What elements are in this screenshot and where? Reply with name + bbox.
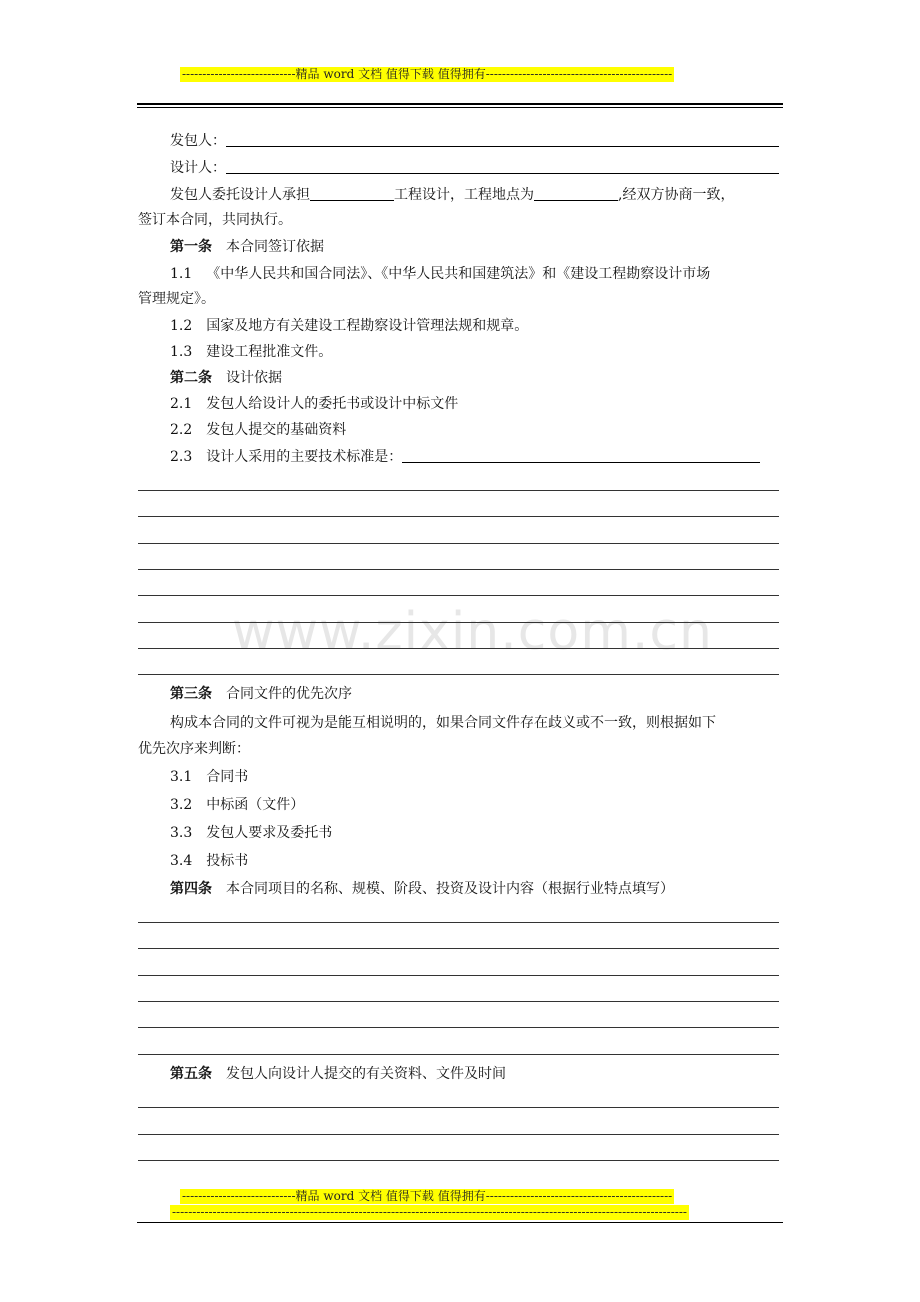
article2-item3 [138,444,816,470]
item-text: 国家及地方有关建设工程勘察设计管理法规和规章。 [206,318,529,334]
item-number: 2.3 [170,449,193,465]
article3-item4 [138,848,816,874]
blank-line[interactable] [138,1027,779,1028]
article2-item2 [138,417,816,443]
article2-number: 第二条 [170,370,212,386]
employer-field [138,128,816,154]
blank-line[interactable] [138,648,779,649]
designer-blank[interactable] [226,159,779,174]
blank-line[interactable] [138,543,779,544]
item-text: 发包人提交的基础资料 [206,422,347,438]
blank-line[interactable] [138,1134,779,1135]
article3-item2 [138,792,816,818]
bottom-banner: ----------------------------精品 word 文档 值得下载 值得拥有---------------------------------------------- [182,1189,673,1203]
item-text: 《中华人民共和国合同法》、《中华人民共和国建筑法》和《建设工程勘察设计市场 [206,266,711,282]
article2-heading [138,365,816,391]
employer-label: 发包人： [170,133,226,149]
item-text: 设计人采用的主要技术标准是： [206,449,403,465]
article2-title: 设计依据 [226,370,282,386]
blank-line[interactable] [138,595,779,596]
blank-line[interactable] [138,948,779,949]
project-blank[interactable] [310,186,394,201]
article1-item1-cont: 管理规定》。 [138,291,215,307]
article3-para1: 构成本合同的文件可视为是能互相说明的，如果合同文件存在歧义或不一致，则根据如下 [170,715,716,731]
item-text: 中标函（文件） [206,797,305,813]
intro-line [138,182,816,208]
item-number: 1.3 [170,344,193,360]
blank-line[interactable] [138,1054,779,1055]
blank-line[interactable] [138,674,779,675]
intro-line-2: 签订本合同，共同执行。 [138,212,292,228]
designer-label: 设计人： [170,160,226,176]
employer-blank[interactable] [226,132,779,147]
item-number: 1.1 [170,266,193,282]
article1-item3 [138,339,816,365]
item-text: 建设工程批准文件。 [206,344,333,360]
item-text: 投标书 [206,853,249,869]
item-number: 3.4 [170,853,193,869]
article1-item2 [138,313,816,339]
blank-line[interactable] [138,490,779,491]
intro-text-a: 发包人委托设计人承担 [170,187,310,203]
footer-rule [137,1222,783,1223]
article3-heading [138,681,816,707]
item-text: 发包人要求及委托书 [206,825,333,841]
blank-line[interactable] [138,922,779,923]
article5-number: 第五条 [170,1066,212,1082]
blank-line[interactable] [138,516,779,517]
item-number: 2.1 [170,396,193,412]
blank-line[interactable] [138,1001,779,1002]
item-number: 2.2 [170,422,193,438]
header-rule-thin [137,107,783,108]
article1-number: 第一条 [170,239,212,255]
location-blank[interactable] [534,186,618,201]
article1-item1 [138,261,816,287]
article4-number: 第四条 [170,881,212,897]
article5-title: 发包人向设计人提交的有关资料、文件及时间 [226,1066,506,1082]
item-number: 3.1 [170,769,193,785]
blank-line[interactable] [138,1160,779,1161]
top-banner: ----------------------------精品 word 文档 值得下载 值得拥有---------------------------------------------- [182,67,673,81]
article4-heading [138,876,816,902]
bottom-banner-dashes: ------------------------------------------------------------------------------------------------------------------------------- [172,1205,687,1219]
intro-text-c: ,经双方协商一致， [618,187,735,203]
article3-para2: 优先次序来判断： [138,741,250,757]
item-number: 1.2 [170,318,193,334]
watermark: www.zixin.com.cn [232,602,713,662]
item-text: 合同书 [206,769,249,785]
intro-text-b: 工程设计，工程地点为 [394,187,534,203]
article4-title: 本合同项目的名称、规模、阶段、投资及设计内容（根据行业特点填写） [226,881,674,897]
header-rule-thick [137,103,783,105]
article1-title: 本合同签订依据 [226,239,324,255]
item-number: 3.3 [170,825,193,841]
article3-item3 [138,820,816,846]
blank-line[interactable] [138,622,779,623]
article3-title: 合同文件的优先次序 [226,686,352,702]
blank-line[interactable] [138,1107,779,1108]
article3-item1 [138,764,816,790]
designer-field [138,155,816,181]
article1-heading [138,234,816,260]
article5-heading [138,1061,816,1087]
article3-number: 第三条 [170,686,212,702]
blank-line[interactable] [138,569,779,570]
item-number: 3.2 [170,797,193,813]
blank-line[interactable] [138,975,779,976]
item-text: 发包人给设计人的委托书或设计中标文件 [206,396,459,412]
article2-item1 [138,391,816,417]
standards-blank[interactable] [402,448,760,463]
